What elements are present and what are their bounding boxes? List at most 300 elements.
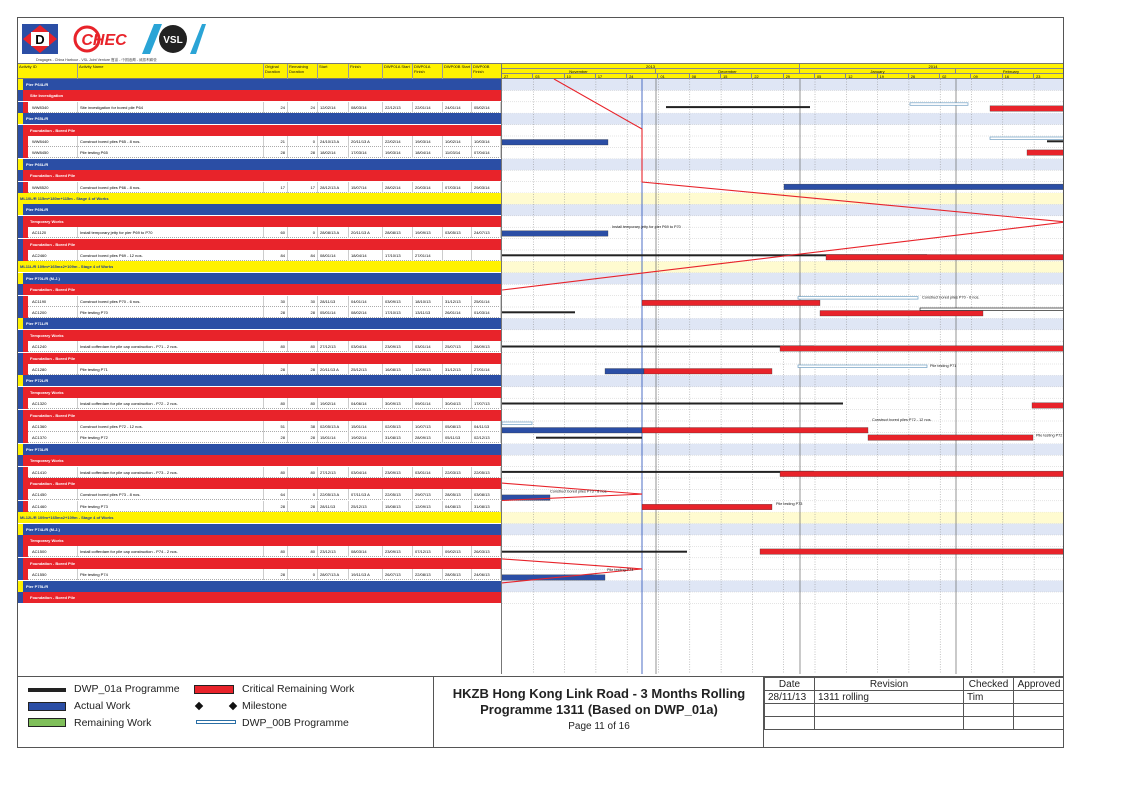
cell-f2: 17/07/13 <box>472 398 501 409</box>
band-pier <box>502 581 1064 592</box>
week-tick: 02 <box>940 74 971 80</box>
cell-finish: 08/03/14 <box>349 102 383 113</box>
row-indent <box>18 273 23 284</box>
bar-ww8340 <box>910 103 968 106</box>
title-line-1: HKZB Hong Kong Link Road - 3 Months Rolling <box>452 686 746 701</box>
band-pier <box>502 159 1064 170</box>
programme-sheet <box>17 17 1064 748</box>
table-header <box>18 63 501 79</box>
row-indent <box>18 444 23 455</box>
band-stage <box>502 512 1064 523</box>
cell-s2: 31/12/13 <box>443 364 472 375</box>
cell-name: Pile testing P73 <box>78 501 264 512</box>
cell-f2: 27/01/14 <box>472 364 501 375</box>
cell-f1: 20/03/14 <box>413 182 443 193</box>
cell-s1: 02/05/13 <box>383 421 413 432</box>
table-row <box>18 227 501 238</box>
group-label: Pier P70L/R (M.J.) <box>26 275 60 281</box>
week-tick: 01 <box>659 74 690 80</box>
bar-ac1240 <box>780 346 1064 352</box>
cell-start: 23/12/13 <box>318 546 349 557</box>
cell-f1: 22/01/14 <box>413 102 443 113</box>
legend-swatch-actual <box>28 702 66 711</box>
row-indent <box>23 546 28 557</box>
cell-f2: 24/07/13 <box>472 227 501 238</box>
cell-rd: 28 <box>288 364 318 375</box>
cell-rd: 84 <box>288 250 318 261</box>
title-line-2: Programme 1311 (Based on DWP_01a) <box>480 702 718 717</box>
bar-label-ac1120: Install temporary jetty for pier P69 to P70 <box>612 225 681 230</box>
group-label: Temporary Works <box>30 538 64 543</box>
band-pier <box>502 318 1064 329</box>
footer <box>18 676 1064 748</box>
group-label: Foundation - Bored Pile <box>30 173 76 179</box>
bar-ww8520 <box>784 184 1064 190</box>
work-group-row <box>18 410 501 421</box>
cell-start: 05/01/14 <box>318 307 349 318</box>
rev-empty-cell <box>814 717 963 730</box>
row-indent <box>18 558 23 569</box>
bar-label-ac1190: Construct bored piles P70 - 6 nos. <box>922 295 980 300</box>
table-row <box>18 467 501 478</box>
cell-f2: 31/08/13 <box>472 501 501 512</box>
table-row <box>18 182 501 193</box>
month-december: December <box>656 69 800 74</box>
work-group-row <box>18 592 501 603</box>
cell-f1: 19/03/14 <box>413 136 443 147</box>
group-label: Pier P65L/R <box>26 116 49 122</box>
group-label: Pier P71L/R <box>26 321 49 327</box>
row-indent <box>23 432 28 443</box>
cell-finish: 08/03/14 <box>349 546 383 557</box>
cell-rd: 28 <box>288 147 318 158</box>
cell-start: 22/05/13 A <box>318 489 349 500</box>
row-indent <box>23 182 28 193</box>
cell-finish: 20/11/13 A <box>349 227 383 238</box>
table-row <box>18 136 501 147</box>
rev-empty-cell <box>964 704 1014 717</box>
cell-id: AC1410 <box>30 467 78 478</box>
col-finish: Finish <box>349 64 383 79</box>
cell-id: AC1460 <box>30 501 78 512</box>
rev-header-revision: Revision <box>814 678 963 691</box>
cell-rd: 80 <box>288 341 318 352</box>
week-tick: 26 <box>909 74 940 80</box>
cell-finish: 08/02/14 <box>349 307 383 318</box>
stage-group-row <box>18 512 501 523</box>
table-row <box>18 307 501 318</box>
work-group-row <box>18 170 501 181</box>
chec-logo <box>73 24 129 54</box>
row-indent <box>18 79 23 90</box>
work-group-row <box>18 387 501 398</box>
bar-ac1320 <box>502 403 843 405</box>
cell-f2: 10/03/14 <box>472 136 501 147</box>
cell-finish: 15/01/14 <box>349 421 383 432</box>
group-label: Site Investigation <box>30 93 64 99</box>
cell-od: 28 <box>264 147 288 158</box>
rev-empty-cell <box>765 704 815 717</box>
cell-start: 08/01/14 <box>318 250 349 261</box>
cell-s1: 22/02/14 <box>383 136 413 147</box>
row-indent <box>18 581 23 592</box>
bar-ac1500 <box>502 551 687 553</box>
cell-s1: 30/09/13 <box>383 398 413 409</box>
col-start: Start <box>318 64 349 79</box>
milestone-icon <box>195 702 203 710</box>
row-indent <box>18 330 23 341</box>
cell-rd: 24 <box>288 102 318 113</box>
row-indent <box>18 524 23 535</box>
row-indent <box>23 227 28 238</box>
cell-start: 20/11/13 A <box>318 364 349 375</box>
week-tick: 12 <box>846 74 877 80</box>
logo-header <box>18 18 1064 62</box>
pier-group-row <box>18 581 501 592</box>
vsl-text: VSL <box>163 35 183 46</box>
cell-name: Construct bored piles P65 - 8 nos. <box>78 136 264 147</box>
bar-ac1280 <box>798 365 927 368</box>
work-group-row <box>18 239 501 250</box>
cell-s1: 28/02/14 <box>383 182 413 193</box>
cell-finish: 07/11/13 A <box>349 489 383 500</box>
table-row <box>18 296 501 307</box>
cell-s2: 07/03/14 <box>443 182 472 193</box>
week-tick: 27 <box>502 74 533 80</box>
cell-s1: 16/08/13 <box>383 364 413 375</box>
cell-od: 28 <box>264 364 288 375</box>
table-row <box>18 102 501 113</box>
group-label: Foundation - Bored Pile <box>30 412 76 418</box>
cell-s2: 26/01/14 <box>443 307 472 318</box>
cell-id: AC1500 <box>30 546 78 557</box>
cell-start: 18/02/14 <box>318 147 349 158</box>
cell-name: Pile testing P74 <box>78 569 264 580</box>
cell-id: WW8520 <box>30 182 78 193</box>
cell-name: Construct bored piles P69 - 12 nos. <box>78 250 264 261</box>
jv-caption: Dragages - China Harbour - VSL Joint Venture 寶嘉 - 中國港灣 - 威勝利聯營 <box>36 58 157 62</box>
cell-f2: 26/03/13 <box>472 546 501 557</box>
cell-name: Construct bored piles P66 - 8 nos. <box>78 182 264 193</box>
cell-id: AC1450 <box>30 489 78 500</box>
table-row <box>18 147 501 158</box>
cell-finish: 03/04/14 <box>349 467 383 478</box>
bar-ac1190 <box>642 300 820 306</box>
row-indent <box>18 535 23 546</box>
year-2013: 2013 <box>502 64 800 69</box>
cell-s2: 31/12/13 <box>443 296 472 307</box>
group-label: Pier P73L/R <box>26 446 49 452</box>
group-label: Temporary Works <box>30 332 64 338</box>
cell-s1: 28/08/13 <box>383 227 413 238</box>
bar-ac1360 <box>502 428 642 434</box>
cell-od: 51 <box>264 421 288 432</box>
cell-f1: 12/09/13 <box>413 364 443 375</box>
cell-f2: 24/06/13 <box>472 569 501 580</box>
cell-s2: 28/05/13 <box>443 569 472 580</box>
group-label: Pier P75L/R <box>26 583 49 589</box>
week-tick: 29 <box>784 74 815 80</box>
cell-s1: 31/08/13 <box>383 432 413 443</box>
cell-rd: 17 <box>288 182 318 193</box>
cell-id: AC1240 <box>30 341 78 352</box>
week-tick: 05 <box>815 74 846 80</box>
row-indent <box>18 318 23 329</box>
bar-ac1200 <box>820 311 983 317</box>
bar-ac1370 <box>536 437 642 439</box>
cell-f2: 04/11/13 <box>472 421 501 432</box>
band-pier <box>502 113 1064 124</box>
cell-id: WW8340 <box>30 102 78 113</box>
table-row <box>18 432 501 443</box>
bar-ac1120 <box>502 231 608 237</box>
group-label: Foundation - Bored Pile <box>30 355 76 361</box>
row-indent <box>18 284 23 295</box>
col-dwp00b-start: DWP00B Start <box>443 64 472 79</box>
band-pier <box>502 273 1064 284</box>
cell-f1: 22/08/13 <box>413 569 443 580</box>
cell-start: 28/08/13 A <box>318 227 349 238</box>
year-2014: 2014 <box>800 64 1064 69</box>
cell-id: AC1550 <box>30 569 78 580</box>
vsl-logo <box>140 22 206 56</box>
table-row <box>18 501 501 512</box>
cell-f1: 12/09/13 <box>413 501 443 512</box>
row-indent <box>18 478 23 489</box>
legend-swatch-remaining <box>28 718 66 727</box>
cell-id: WW8440 <box>30 136 78 147</box>
week-tick: 19 <box>878 74 909 80</box>
revision-table <box>764 677 1064 748</box>
cell-s2: 28/05/13 <box>443 489 472 500</box>
row-indent <box>23 147 28 158</box>
group-label: Temporary Works <box>30 389 64 395</box>
table-row <box>18 489 501 500</box>
cell-rd: 0 <box>288 489 318 500</box>
cell-start: 24/10/13 A <box>318 136 349 147</box>
work-group-row <box>18 353 501 364</box>
cell-name: Pile testing P70 <box>78 307 264 318</box>
table-row <box>18 546 501 557</box>
row-indent <box>18 455 23 466</box>
cell-s1: 22/12/13 <box>383 102 413 113</box>
cell-s2: 05/11/13 <box>443 432 472 443</box>
cell-s1: 15/08/13 <box>383 501 413 512</box>
legend <box>18 677 434 748</box>
week-tick: 08 <box>690 74 721 80</box>
cell-rd: 0 <box>288 569 318 580</box>
stage-group-row <box>18 193 501 204</box>
dragages-logo <box>22 24 58 54</box>
cell-finish: 04/06/14 <box>349 398 383 409</box>
group-label: Temporary Works <box>30 458 64 464</box>
cell-finish: 19/02/14 <box>349 432 383 443</box>
legend-swatch-dwp00b <box>196 720 236 724</box>
stage-group-row <box>18 261 501 272</box>
gantt-chart <box>501 79 1064 674</box>
pier-group-row <box>18 79 501 90</box>
group-label: Pier P74L/R (M.J.) <box>26 526 60 532</box>
bar-ac1360 <box>642 428 868 434</box>
bar-ac1370 <box>868 435 1033 441</box>
work-group-row <box>18 90 501 101</box>
cell-s2: 24/01/14 <box>443 102 472 113</box>
pier-group-row <box>18 113 501 124</box>
row-indent <box>23 421 28 432</box>
cell-id: AC1120 <box>30 227 78 238</box>
cell-s2: 11/03/14 <box>443 147 472 158</box>
group-label: Foundation - Bored Pile <box>30 241 76 247</box>
cell-finish: 19/11/13 A <box>349 569 383 580</box>
cell-s1: 17/10/13 <box>383 250 413 261</box>
cell-start: 28/11/13 <box>318 296 349 307</box>
cell-s2: 22/03/13 <box>443 467 472 478</box>
cell-rd: 28 <box>288 307 318 318</box>
cell-rd: 80 <box>288 467 318 478</box>
bar-label-ac1550: Pile testing P74 <box>607 568 634 573</box>
bar-ac1280 <box>644 369 772 375</box>
week-tick: 23 <box>1034 74 1064 80</box>
cell-start: 28/11/13 <box>318 501 349 512</box>
bar-ac1320 <box>1032 403 1064 409</box>
cell-id: AC1190 <box>30 296 78 307</box>
cell-f2: 25/01/14 <box>472 296 501 307</box>
cell-start: 27/12/13 <box>318 341 349 352</box>
bar-label-ac1370: Pile testing P72 <box>1036 433 1063 438</box>
col-activity-id: Activity ID <box>18 64 78 79</box>
cell-finish: 20/11/13 A <box>349 136 383 147</box>
timeline-header <box>501 63 1064 79</box>
legend-milestone: Milestone <box>242 700 287 712</box>
cell-rd: 0 <box>288 227 318 238</box>
band-pier <box>502 79 1064 90</box>
cell-name: Install cofferdam for pile cap construction - P74 - 2 nos. <box>78 546 264 557</box>
cell-f1: 19/09/13 <box>413 227 443 238</box>
milestone-icon <box>229 702 237 710</box>
bar-ac1240 <box>502 346 814 348</box>
cell-finish: 18/04/14 <box>349 250 383 261</box>
bar-ww8340 <box>666 106 810 108</box>
row-indent <box>23 467 28 478</box>
cell-s2: 03/05/13 <box>443 227 472 238</box>
cell-s1: 23/09/13 <box>383 467 413 478</box>
cell-rd: 80 <box>288 398 318 409</box>
band-pier <box>502 524 1064 535</box>
bar-label-ac1460: Pile testing P73 <box>776 501 803 506</box>
bar-ac1460 <box>642 504 772 510</box>
bar-ww8450 <box>1027 150 1064 156</box>
col-dwp01a-start: DWP01A Start <box>383 64 413 79</box>
rev-header-checked: Checked <box>964 678 1014 691</box>
rev-header-approved: Approved <box>1014 678 1065 691</box>
cell-od: 28 <box>264 432 288 443</box>
table-row <box>18 250 501 261</box>
title-block <box>434 677 764 748</box>
cell-start: 27/12/13 <box>318 467 349 478</box>
cell-name: Construct bored piles P73 - 8 nos. <box>78 489 264 500</box>
cell-od: 17 <box>264 182 288 193</box>
cell-rd: 38 <box>288 421 318 432</box>
cell-name: Install temporary jetty for pier P69 to P70 <box>78 227 264 238</box>
legend-actual: Actual Work <box>74 700 131 712</box>
cell-id: AC1200 <box>30 307 78 318</box>
week-tick: 10 <box>565 74 596 80</box>
cell-s2: 30/04/13 <box>443 398 472 409</box>
cell-s2: 09/02/13 <box>443 546 472 557</box>
row-indent <box>18 125 23 136</box>
cell-s1: 26/07/13 <box>383 569 413 580</box>
row-indent <box>18 204 23 215</box>
work-group-row <box>18 535 501 546</box>
group-label: ML11L/R 109m+165mx2+109m - Stage 4 of Works <box>20 264 114 270</box>
cell-f2: 29/03/14 <box>472 182 501 193</box>
pier-group-row <box>18 159 501 170</box>
cell-id: AC2460 <box>30 250 78 261</box>
chec-text: CHEC <box>81 32 127 49</box>
page-number: Page 11 of 16 <box>568 721 630 732</box>
cell-finish: 15/07/14 <box>349 182 383 193</box>
rev-revision: 1311 rolling <box>814 691 963 704</box>
group-label: Foundation - Bored Pile <box>30 481 76 486</box>
bar-ww8340 <box>990 106 1064 112</box>
cell-s2: 05/08/13 <box>443 421 472 432</box>
cell-s2: 10/02/14 <box>443 136 472 147</box>
group-label: Temporary Works <box>30 218 64 224</box>
group-label: ML10L/R 115m+180m+115m - Stage 4 of Works <box>20 196 109 201</box>
col-original-duration: Original Duration <box>264 64 288 79</box>
rev-empty-cell <box>814 704 963 717</box>
bar-label-ac1450: Construct bored piles P73 - 8 nos. <box>550 489 608 494</box>
work-group-row <box>18 330 501 341</box>
bar-label-ac1360: Construct bored piles P72 - 12 nos. <box>872 418 932 422</box>
rev-date: 28/11/13 <box>765 691 815 704</box>
cell-rd: 0 <box>288 136 318 147</box>
cell-od: 24 <box>264 102 288 113</box>
cell-f1: 18/04/14 <box>413 147 443 158</box>
work-group-row <box>18 455 501 466</box>
cell-od: 28 <box>264 569 288 580</box>
legend-dwp00b: DWP_00B Programme <box>242 717 349 729</box>
cell-name: Construct bored piles P70 - 6 nos. <box>78 296 264 307</box>
table-row <box>18 341 501 352</box>
week-tick: 03 <box>533 74 564 80</box>
bar-ww8440 <box>1047 140 1064 142</box>
table-row <box>18 421 501 432</box>
cell-f2: 03/08/13 <box>472 489 501 500</box>
cell-name: Construct bored piles P72 - 12 nos. <box>78 421 264 432</box>
group-label: Pier P69L/R <box>26 207 49 213</box>
week-tick: 24 <box>627 74 658 80</box>
col-remaining-duration: Remaining Duration <box>288 64 318 79</box>
col-dwp00b-finish: DWP00B Finish <box>473 64 490 74</box>
cell-id: WW8450 <box>30 147 78 158</box>
cell-name: Install cofferdam for pile cap construction - P72 - 2 nos. <box>78 398 264 409</box>
row-indent <box>23 501 28 512</box>
cell-od: 80 <box>264 341 288 352</box>
legend-swatch-critical <box>194 685 234 694</box>
pier-group-row <box>18 204 501 215</box>
group-label: ML12L/R 109m+165mx2+109m - Stage 4 of Works <box>20 515 114 521</box>
rev-approved <box>1014 691 1065 704</box>
month-january: January <box>800 69 956 74</box>
col-dwp01a-finish: DWP01A Finish <box>413 64 443 79</box>
pier-group-row <box>18 375 501 386</box>
cell-name: Pile testing P65 <box>78 147 264 158</box>
legend-swatch-dwp01a <box>28 688 66 692</box>
bar-ac1200 <box>502 311 575 313</box>
cell-od: 60 <box>264 227 288 238</box>
week-tick: 15 <box>721 74 752 80</box>
